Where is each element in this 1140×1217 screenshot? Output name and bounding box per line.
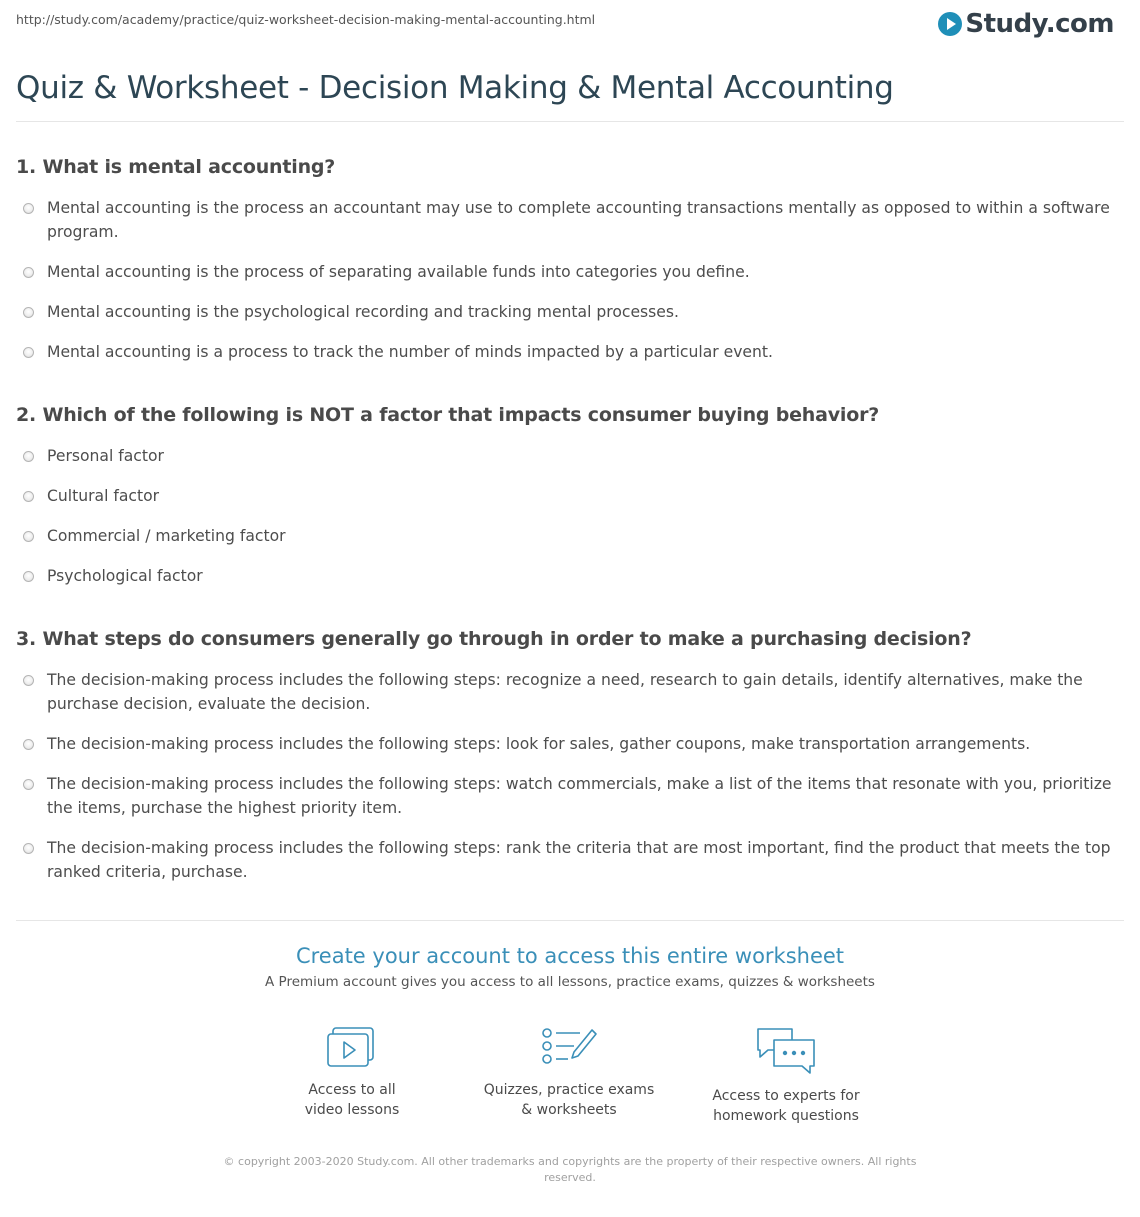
play-logo-icon bbox=[938, 12, 962, 36]
answer-list bbox=[16, 444, 1126, 588]
premium-description: A Premium account gives you access to all lessons, practice exams, quizzes & worksheets bbox=[265, 974, 875, 990]
title-divider bbox=[16, 121, 1124, 122]
page-url: http://study.com/academy/practice/quiz-worksheet-decision-making-mental-accounting.html bbox=[16, 12, 596, 27]
copyright-notice: © copyright 2003-2020 Study.com. All other trademarks and copyrights are the property of their respective owners. All rights reserved. bbox=[223, 1155, 917, 1184]
answer-option[interactable] bbox=[16, 836, 1126, 884]
answer-option[interactable] bbox=[16, 732, 1126, 756]
answer-text: Mental accounting is a process to track the number of minds impacted by a particular event. bbox=[47, 343, 773, 361]
answer-option[interactable] bbox=[16, 300, 1126, 324]
radio-button-icon[interactable] bbox=[23, 307, 34, 318]
radio-button-icon[interactable] bbox=[23, 347, 34, 358]
section-divider bbox=[16, 920, 1124, 921]
answer-option[interactable] bbox=[16, 772, 1126, 820]
feature-quizzes bbox=[469, 1026, 669, 1120]
answer-option[interactable] bbox=[16, 444, 1126, 468]
top-bar bbox=[16, 0, 1124, 40]
question-3 bbox=[16, 627, 1126, 900]
answer-text: Mental accounting is the process of separating available funds into categories you define. bbox=[47, 263, 750, 281]
answer-option[interactable] bbox=[16, 260, 1126, 284]
answer-option[interactable] bbox=[16, 668, 1126, 716]
feature-label: Quizzes, practice exams & worksheets bbox=[483, 1082, 655, 1118]
radio-button-icon[interactable] bbox=[23, 203, 34, 214]
radio-button-icon[interactable] bbox=[23, 571, 34, 582]
radio-button-icon[interactable] bbox=[23, 779, 34, 790]
question-text: 3. What steps do consumers generally go through in order to make a purchasing decision? bbox=[16, 628, 972, 650]
feature-video-lessons bbox=[252, 1026, 452, 1120]
radio-button-icon[interactable] bbox=[23, 451, 34, 462]
answer-text: The decision-making process includes the following steps: rank the criteria that are most important, find the product that meets the top ranked criteria, purchase. bbox=[47, 839, 1111, 881]
quiz-checklist-icon bbox=[540, 1026, 598, 1070]
answer-text: Commercial / marketing factor bbox=[47, 527, 286, 545]
answer-text: The decision-making process includes the following steps: recognize a need, research to gain details, identify alternatives, make the purchase decision, evaluate the decision. bbox=[47, 671, 1083, 713]
radio-button-icon[interactable] bbox=[23, 675, 34, 686]
answer-text: The decision-making process includes the following steps: watch commercials, make a list of the items that resonate with you, prioritize the items, purchase the highest priority item. bbox=[47, 775, 1112, 817]
answer-list bbox=[16, 196, 1126, 364]
feature-label: Access to experts for homework questions bbox=[712, 1088, 860, 1124]
answer-text: Psychological factor bbox=[47, 567, 203, 585]
radio-button-icon[interactable] bbox=[23, 267, 34, 278]
answer-option[interactable] bbox=[16, 484, 1126, 508]
logo-text: Study.com bbox=[965, 9, 1114, 39]
create-account-link[interactable]: Create your account to access this entire worksheet bbox=[295, 944, 845, 968]
study-logo[interactable] bbox=[938, 8, 1114, 40]
question-text: 1. What is mental accounting? bbox=[16, 156, 336, 178]
radio-button-icon[interactable] bbox=[23, 491, 34, 502]
page-title: Quiz & Worksheet - Decision Making & Mental Accounting bbox=[16, 70, 894, 106]
answer-text: Personal factor bbox=[47, 447, 164, 465]
feature-experts bbox=[686, 1026, 886, 1126]
answer-text: Cultural factor bbox=[47, 487, 160, 505]
answer-option[interactable] bbox=[16, 524, 1126, 548]
answer-text: The decision-making process includes the following steps: look for sales, gather coupons, make transportation arrangements. bbox=[47, 735, 1031, 753]
video-lessons-icon bbox=[325, 1026, 379, 1070]
chat-bubbles-icon bbox=[754, 1026, 818, 1076]
answer-text: Mental accounting is the psychological recording and tracking mental processes. bbox=[47, 303, 679, 321]
question-1 bbox=[16, 155, 1126, 380]
radio-button-icon[interactable] bbox=[23, 531, 34, 542]
radio-button-icon[interactable] bbox=[23, 843, 34, 854]
question-2 bbox=[16, 403, 1126, 604]
answer-option[interactable] bbox=[16, 340, 1126, 364]
answer-option[interactable] bbox=[16, 196, 1126, 244]
answer-list bbox=[16, 668, 1126, 884]
answer-text: Mental accounting is the process an accountant may use to complete accounting transactions mentally as opposed to within a software program. bbox=[47, 199, 1110, 241]
answer-option[interactable] bbox=[16, 564, 1126, 588]
feature-label: Access to all video lessons bbox=[304, 1082, 400, 1118]
radio-button-icon[interactable] bbox=[23, 739, 34, 750]
question-text: 2. Which of the following is NOT a factor that impacts consumer buying behavior? bbox=[16, 404, 880, 426]
